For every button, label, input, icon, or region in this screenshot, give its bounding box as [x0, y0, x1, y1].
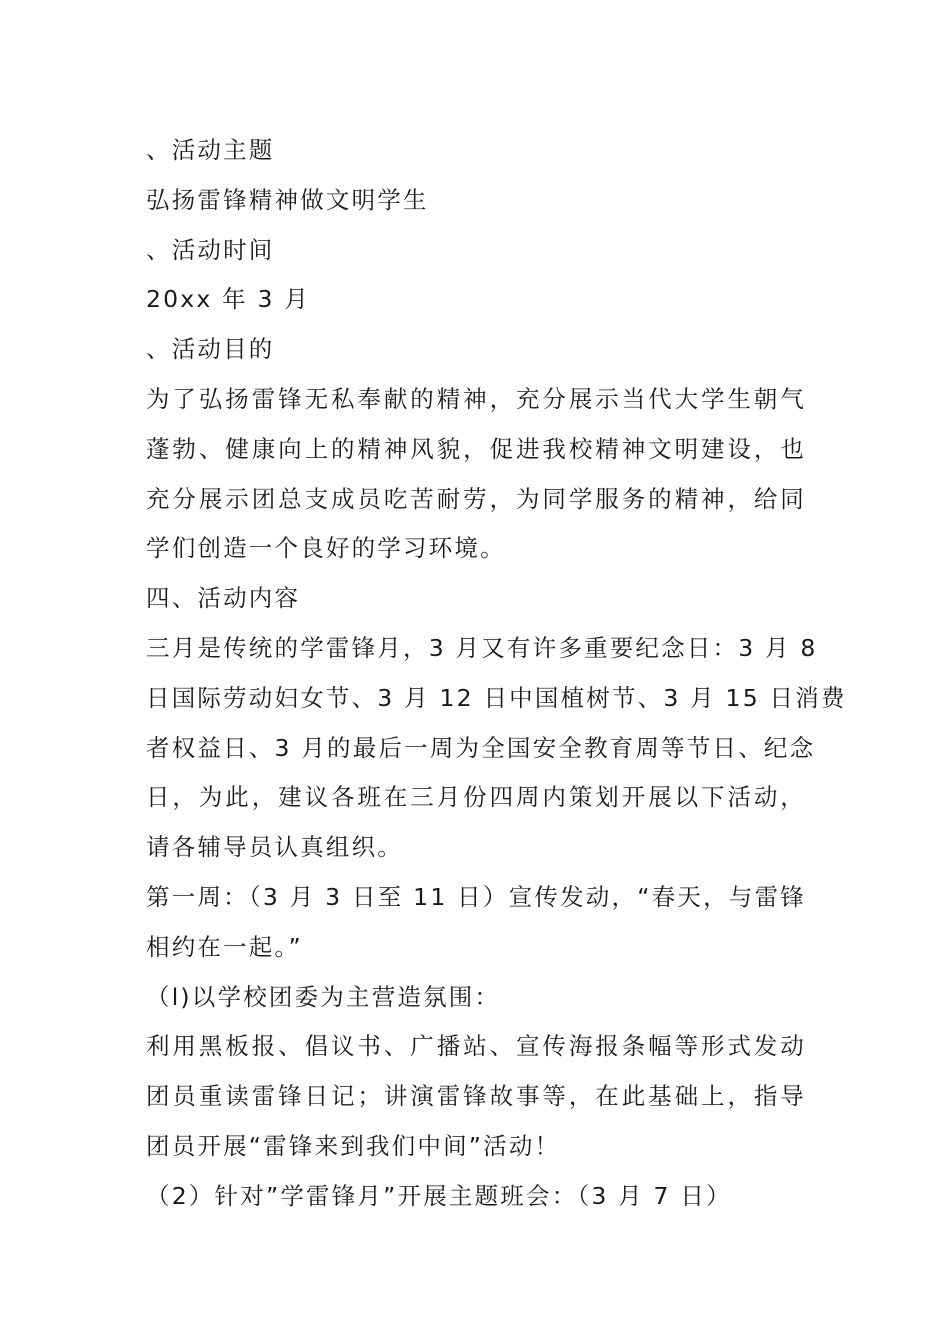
document-body	[146, 126, 847, 1222]
text-line: 相约在一起。”	[146, 932, 303, 961]
text-line: 日，为此，建议各班在三月份四周内策划开展以下活动，	[146, 783, 806, 812]
text-line: 充分展示团总支成员吃苦耐劳，为同学服务的精神，给同	[146, 484, 806, 513]
text-line: 利用黑板报、倡议书、广播站、宣传海报条幅等形式发动	[146, 1032, 806, 1061]
text-line: 请各辅导员认真组织。	[146, 833, 403, 862]
text-line: 、活动目的	[146, 335, 275, 364]
text-line: 四、活动内容	[146, 584, 301, 613]
text-line: 、活动主题	[146, 136, 275, 164]
text-line: 、活动时间	[146, 235, 275, 264]
text-line: 第一周：（3 月 3 日至 11 日）宣传发动，“春天，与雷锋	[146, 882, 806, 911]
text-line: 者权益日、3 月的最后一周为全国安全教育周等节日、纪念	[146, 733, 816, 762]
text-line: 日国际劳动妇女节、3 月 12 日中国植树节、3 月 15 日消费	[146, 683, 847, 712]
text-line: 团员重读雷锋日记；讲演雷锋故事等，在此基础上，指导	[146, 1082, 806, 1111]
text-line: 20xx 年 3 月	[146, 285, 311, 314]
text-line: 为了弘扬雷锋无私奉献的精神，充分展示当代大学生朝气	[146, 384, 806, 413]
text-line: 弘扬雷锋精神做文明学生	[146, 185, 429, 214]
text-line: 三月是传统的学雷锋月，3 月又有许多重要纪念日：3 月 8	[146, 633, 818, 662]
text-line: 蓬勃、健康向上的精神风貌，促进我校精神文明建设，也	[146, 434, 806, 463]
text-line: 学们创造一个良好的学习环境。	[146, 534, 506, 563]
text-line: （2）针对”学雷锋月”开展主题班会：（3 月 7 日）	[146, 1181, 732, 1210]
text-line: （l)以学校团委为主营造氛围：	[146, 982, 501, 1011]
text-line: 团员开展“雷锋来到我们中间”活动！	[146, 1131, 561, 1160]
